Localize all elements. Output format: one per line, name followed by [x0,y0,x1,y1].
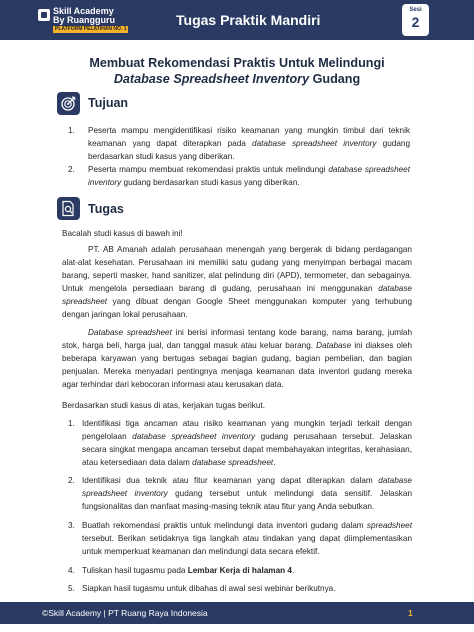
tujuan-text-italic: database spreadsheet inventory [88,165,411,187]
task-text-italic: database spreadsheet [192,458,274,467]
task-text-bold: Lembar Kerja di halaman 4 [187,566,292,575]
tujuan-text: Peserta mampu mengidentifikasi risiko keamanan yang mungkin timbul dari teknik keamanan yang dapat diterapkan pada [88,126,410,148]
case-text-italic: Database spreadsheet [88,328,172,337]
case-text: ini berisi informasi tentang kode barang, nama barang, jumlah stok, harga beli, harga jual, dan tanggal masuk atau keluar barang. [62,328,412,350]
session-badge [402,4,429,36]
task-num: 1. [68,419,75,428]
case-paragraph-1 [62,243,412,321]
page-number: 1 [408,608,413,618]
tujuan-item [88,124,410,163]
case-text-italic: database spreadsheet [62,284,412,306]
tujuan-item [88,163,410,189]
task-num: 3. [68,521,75,530]
task-item [82,519,412,558]
task-text: Buatlah rekomendasi praktis untuk melindungi data inventori gudang dalam [82,521,367,530]
task-text: gudang perusahaan tersebut. Jelaskan secara singkat mengapa ancaman tersebut dapat membahayakan integritas, kerahasiaan, atau ketersediaan data dalam [82,432,412,467]
task-num: 4. [68,566,75,575]
tujuan-text: gudang berdasarkan studi kasus yang diberikan. [121,178,300,187]
logo-line2: By Ruangguru [53,15,115,25]
task-text: Tuliskan hasil tugasmu pada [82,566,188,575]
task-instruction: Berdasarkan studi kasus di atas, kerjakan tugas berikut. [62,401,265,410]
tugas-intro: Bacalah studi kasus di bawah ini! [62,229,183,238]
task-text: gudang tersebut untuk melindungi data sensitif. Jelaskan fungsionalitas dan manfaat masing-masing teknik atau fitur yang Anda sebutkan. [82,489,412,511]
case-text: yang dibuat dengan Google Sheet menggunakan komputer yang terhubung dengan jaringan lokal perusahaan. [62,297,412,319]
task-text-italic: database spreadsheet inventory [132,432,256,441]
task-item [82,564,412,577]
session-number: 2 [411,14,420,30]
logo-tagline: PLATFORM PELATIHAN NO. 1 [55,26,127,32]
task-text: tersebut. Berikan setidaknya tiga langkah atau tindakan yang dapat diimplementasikan untuk memperkuat keamanan dan melindungi data secara efektif. [82,534,412,556]
case-text-italic: Database [316,341,352,350]
task-text: . [291,566,295,575]
session-label: Sesi [409,7,422,13]
title-part3: Gudang [309,72,361,86]
case-text: PT. AB Amanah adalah perusahaan menengah yang bergerak di bidang perdagangan alat-alat kesehatan. Perusahaan ini memiliki satu gudang yang menyimpan berbagai macam barang, seperti masker, hand sanitizer, alat pelindung diri (APD), termometer, dan sebagainya. Untuk mengelola persediaan barang di gudang, perusahaan ini menggunakan [62,245,412,293]
tujuan-num: 1. [68,126,75,135]
tujuan-text-italic: database spreadsheet inventory [252,139,377,148]
task-item [82,474,412,513]
task-text: . [273,458,276,467]
header-bar [0,0,474,40]
task-text-italic: spreadsheet [366,521,412,530]
target-icon [57,92,80,115]
document-title [60,55,414,87]
logo-line1: Skill Academy [53,6,114,16]
task-item [82,582,412,595]
logo-mark-icon [38,9,50,21]
task-num: 2. [68,476,75,485]
task-text: Siapkan hasil tugasmu untuk dibahas di awal sesi webinar berikutnya. [82,584,336,593]
title-part1: Membuat Rekomendasi Praktis Untuk Melindungi [89,56,385,70]
case-text: ini diakses oleh beberapa karyawan yang bertugas sebagai bagian gudang, bagian pembelian, dan bagian penjualan. Mereka menyadari pentingnya menjaga keamanan data inventori gudang mereka agar terhindar dari kebocoran informasi atau kerusakan data. [62,341,413,389]
task-item [82,417,412,469]
tujuan-heading: Tujuan [88,96,129,110]
footer-bar [0,602,474,624]
skill-academy-logo [38,6,146,34]
case-paragraph-2 [62,326,412,391]
header-title: Tugas Praktik Mandiri [176,12,321,28]
tujuan-text: gudang berdasarkan studi kasus yang diberikan. [88,139,410,161]
task-text: Identifikasi dua teknik atau fitur keamanan yang dapat diterapkan dalam [82,476,379,485]
tujuan-text: Peserta mampu membuat rekomendasi praktis untuk melindungi [88,165,329,174]
title-part2: Database Spreadsheet Inventory [113,72,310,86]
document-search-icon [57,197,80,220]
task-text-italic: database spreadsheet inventory [82,476,412,498]
footer-copyright: ©Skill Academy | PT Ruang Raya Indonesia [42,608,208,618]
tujuan-num: 2. [68,165,75,174]
task-text: Identifikasi tiga ancaman atau risiko keamanan yang mungkin terjadi terkait dengan pengelolaan [82,419,412,441]
task-num: 5. [68,584,75,593]
tugas-heading: Tugas [88,202,124,216]
